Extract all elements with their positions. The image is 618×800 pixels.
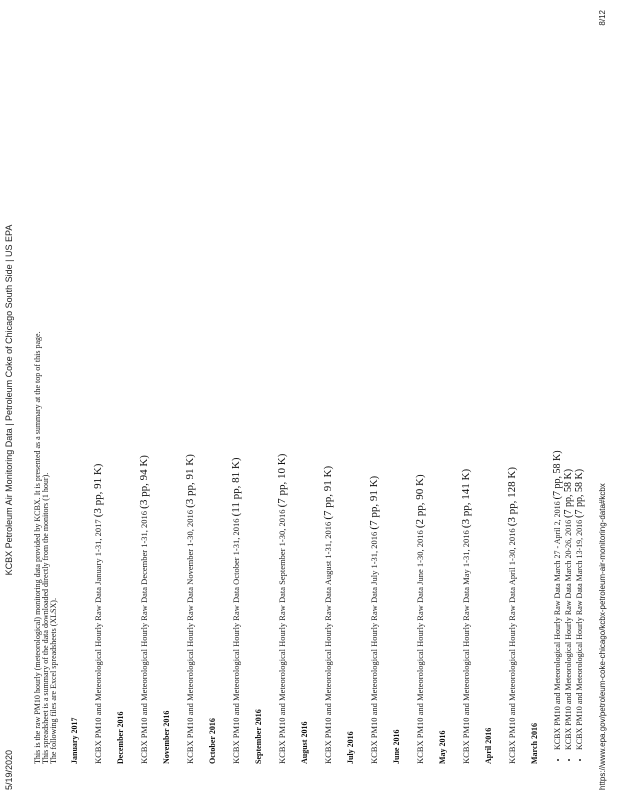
data-file-entry [138, 44, 150, 764]
footer-url: https://www.epa.gov/petroleum-coke-chicago/kcbx-petroleum-air-monitoring-data#kcbx [598, 483, 607, 790]
data-file-link[interactable]: KCBX PM10 and Meteorological Hourly Raw Data April 1-30, 2016 [507, 528, 517, 764]
file-size: (7 pp, 58 K) [563, 468, 574, 518]
march-file-list [552, 44, 585, 764]
data-file-entry [230, 44, 242, 764]
data-file-entry [414, 44, 426, 764]
file-size: (7 pp, 58 K) [574, 468, 585, 518]
file-size: (3 pp, 91 K) [92, 463, 104, 518]
file-size: (7 pp, 10 K) [276, 453, 288, 508]
month-heading: December 2016 [116, 711, 125, 764]
file-size: (3 pp, 91 K) [184, 454, 196, 508]
intro-line: This is the raw PM10 hourly (meteorological) monitoring data provided by KCBX. It is presented as a summary at the top of this page. [33, 331, 42, 764]
data-file-link[interactable]: KCBX PM10 and Meteorological Hourly Raw Data March 13-19, 2016 [575, 519, 584, 750]
page-title: KCBX Petroleum Air Monitoring Data | Petroleum Coke of Chicago South Side | US EPA [4, 224, 14, 576]
intro-line: This spreadsheet is a summary of the data downloaded directly from the monitors (1 hour). [41, 472, 50, 764]
data-file-link[interactable]: KCBX PM10 and Meteorological Hourly Raw Data July 1-31, 2016 [369, 531, 379, 764]
month-heading: March 2016 [530, 723, 539, 764]
data-file-entry [276, 44, 288, 764]
file-size: (2 pp, 90 K) [414, 474, 426, 529]
data-file-entry [460, 44, 472, 764]
data-file-link[interactable]: KCBX PM10 and Meteorological Hourly Raw Data June 1-30, 2016 [415, 530, 425, 764]
file-size: (3 pp, 128 K) [506, 466, 518, 527]
month-heading: January 2017 [70, 717, 79, 764]
month-heading: April 2016 [484, 727, 493, 764]
data-file-link[interactable]: KCBX PM10 and Meteorological Hourly Raw Data December 1-31, 2016 [139, 510, 149, 764]
main-content [34, 44, 585, 764]
print-date: 5/19/2020 [4, 749, 14, 790]
month-heading: June 2016 [392, 729, 401, 764]
intro [34, 44, 58, 764]
data-file-link[interactable]: KCBX PM10 and Meteorological Hourly Raw Data August 1-31, 2016 [323, 521, 333, 764]
month-heading: October 2016 [208, 718, 217, 764]
list-item [563, 44, 574, 750]
data-file-link[interactable]: KCBX PM10 and Meteorological Hourly Raw Data October 1-31, 2016 [231, 518, 241, 764]
file-size: (3 pp, 141 K) [460, 468, 472, 529]
month-heading: May 2016 [438, 730, 447, 764]
data-file-entry [368, 44, 380, 764]
data-file-entry [92, 44, 104, 764]
data-file-link[interactable]: KCBX PM10 and Meteorological Hourly Raw Data January 1-31, 2017 [93, 519, 103, 764]
file-size: (11 pp, 81 K) [230, 457, 242, 517]
data-file-link[interactable]: KCBX PM10 and Meteorological Hourly Raw Data November 1-30, 2016 [185, 509, 195, 764]
data-file-entry [506, 44, 518, 764]
data-file-link[interactable]: KCBX PM10 and Meteorological Hourly Raw Data May 1-31, 2016 [461, 530, 471, 764]
month-heading: November 2016 [162, 710, 171, 764]
file-size: (7 pp, 91 K) [322, 465, 334, 520]
month-heading: July 2016 [346, 731, 355, 764]
file-size: (3 pp, 94 K) [138, 455, 150, 509]
month-heading: August 2016 [300, 721, 309, 764]
data-file-link[interactable]: KCBX PM10 and Meteorological Hourly Raw Data March 20-26, 2016 [564, 519, 573, 750]
data-file-link[interactable]: KCBX PM10 and Meteorological Hourly Raw Data March 27 - April 2, 2016 [553, 501, 562, 750]
intro-line: The following files are Excel spreadsheets (XLSX). [49, 598, 58, 764]
data-file-link[interactable]: KCBX PM10 and Meteorological Hourly Raw Data September 1-30, 2016 [277, 509, 287, 764]
list-item [552, 44, 563, 750]
data-file-entry [322, 44, 334, 764]
file-size: (7 pp, 58 K) [552, 450, 563, 500]
page-number: 8/12 [598, 10, 607, 26]
file-size: (7 pp, 91 K) [368, 475, 380, 530]
list-item [574, 44, 585, 750]
data-file-entry [184, 44, 196, 764]
month-heading: September 2016 [254, 709, 263, 764]
